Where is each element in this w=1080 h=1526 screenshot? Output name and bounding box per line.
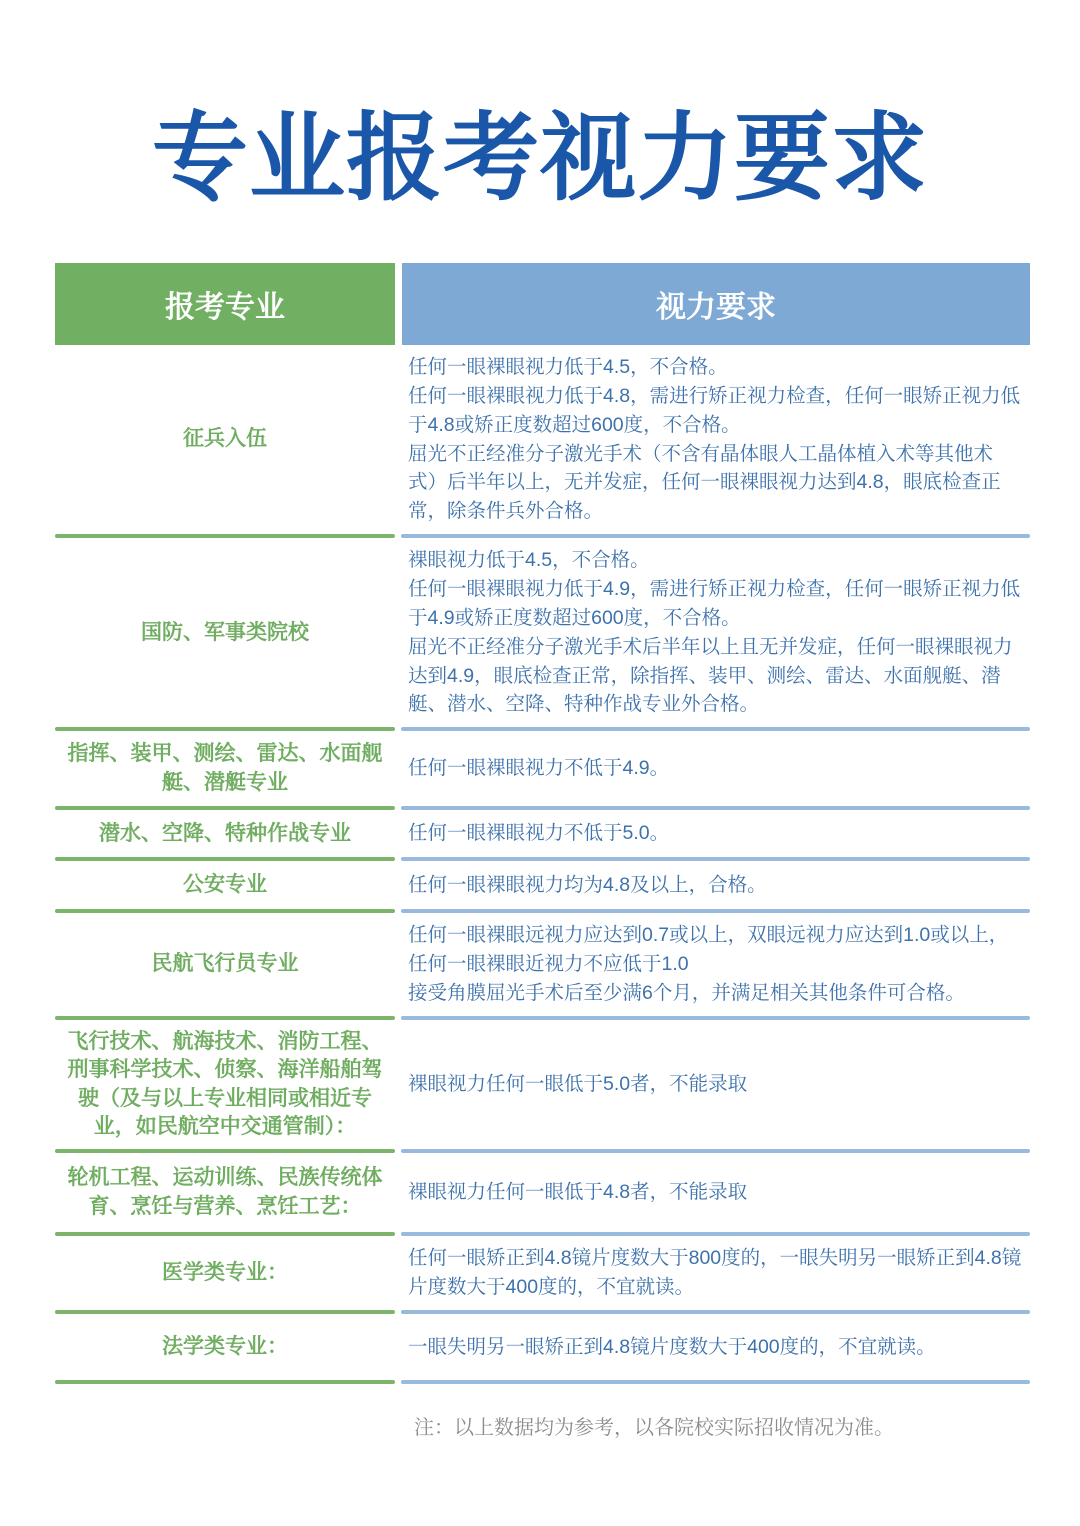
requirement-cell xyxy=(395,345,1030,534)
major-cell: 公安专业 xyxy=(183,873,267,897)
row-divider-blue-segment xyxy=(401,1380,1030,1384)
major-cell: 医学类专业： xyxy=(162,1260,288,1284)
requirement-paragraph: 一眼失明另一眼矫正到4.8镜片度数大于400度的，不宜就读。 xyxy=(408,1335,936,1358)
table-row xyxy=(55,538,1030,727)
row-divider xyxy=(55,1310,1030,1314)
header-cell-major: 报考专业 xyxy=(55,263,395,345)
table-row xyxy=(55,913,1030,1016)
requirement-cell xyxy=(395,1062,1030,1107)
row-divider-blue-segment xyxy=(401,727,1030,731)
requirement-paragraph: 任何一眼矫正到4.8镜片度数大于800度的，一眼失明另一眼矫正到4.8镜片度数大于400度的，不宜就读。 xyxy=(408,1247,1022,1299)
major-cell: 国防、军事类院校 xyxy=(141,620,309,644)
major-cell: 潜水、空降、特种作战专业 xyxy=(99,821,351,845)
row-divider-blue-segment xyxy=(401,1310,1030,1314)
row-divider-green-segment xyxy=(55,1149,395,1153)
table-row xyxy=(55,1236,1030,1310)
table-row xyxy=(55,1153,1030,1232)
requirement-paragraph: 任何一眼裸眼视力均为4.8及以上，合格。 xyxy=(408,873,767,896)
row-divider-blue-segment xyxy=(401,806,1030,810)
table-body xyxy=(55,345,1030,1384)
table-row xyxy=(55,345,1030,534)
requirement-paragraph: 裸眼视力低于4.5，不合格。 xyxy=(408,549,650,572)
requirement-cell xyxy=(395,863,1030,908)
requirement-paragraph: 任何一眼裸眼视力不低于4.9。 xyxy=(408,757,670,780)
row-divider-green-segment xyxy=(55,1380,395,1384)
requirement-cell xyxy=(395,538,1030,727)
requirement-cell xyxy=(395,913,1030,1016)
row-divider xyxy=(55,806,1030,810)
requirement-paragraph: 屈光不正经准分子激光手术后半年以上且无并发症，任何一眼裸眼视力达到4.9，眼底检查正常，除指挥、装甲、测绘、雷达、水面舰艇、潜艇、潜水、空降、特种作战专业外合格。 xyxy=(408,635,1013,716)
requirement-cell xyxy=(395,1170,1030,1215)
requirement-paragraph: 裸眼视力任何一眼低于5.0者，不能录取 xyxy=(408,1073,748,1096)
major-cell: 法学类专业： xyxy=(162,1334,288,1358)
row-divider-green-segment xyxy=(55,857,395,861)
footnote: 注：以上数据均为参考，以各院校实际招收情况为准。 xyxy=(414,1416,894,1439)
row-divider-green-segment xyxy=(55,806,395,810)
requirement-paragraph: 任何一眼裸眼远视力应达到0.7或以上，双眼远视力应达到1.0或以上，任何一眼裸眼近视力不应低于1.0 xyxy=(408,924,1009,976)
row-divider-blue-segment xyxy=(401,1149,1030,1153)
major-cell: 轮机工程、运动训练、民族传统体育、烹饪与营养、烹饪工艺： xyxy=(67,1166,383,1218)
table-row xyxy=(55,810,1030,857)
row-divider-green-segment xyxy=(55,1310,395,1314)
requirement-paragraph: 裸眼视力任何一眼低于4.8者，不能录取 xyxy=(408,1181,748,1204)
row-divider xyxy=(55,1149,1030,1153)
requirement-paragraph: 任何一眼裸眼视力低于4.9，需进行矫正视力检查，任何一眼矫正视力低于4.9或矫正度数超过600度，不合格。 xyxy=(408,578,1021,629)
row-divider-green-segment xyxy=(55,909,395,913)
requirement-paragraph: 任何一眼裸眼视力低于4.5，不合格。 xyxy=(408,356,728,378)
table-row xyxy=(55,1314,1030,1380)
requirement-cell xyxy=(395,1325,1030,1370)
requirement-cell xyxy=(395,811,1030,856)
row-divider-green-segment xyxy=(55,727,395,731)
major-cell: 征兵入伍 xyxy=(183,427,267,451)
row-divider xyxy=(55,1380,1030,1384)
table-row xyxy=(55,731,1030,806)
row-divider-green-segment xyxy=(55,1232,395,1236)
page-title: 专业报考视力要求 xyxy=(152,105,928,212)
vision-requirements-table xyxy=(55,263,1030,1442)
row-divider xyxy=(55,727,1030,731)
major-cell: 民航飞行员专业 xyxy=(151,952,299,976)
table-row xyxy=(55,861,1030,909)
table-header xyxy=(55,263,1030,345)
table-row xyxy=(55,1020,1030,1149)
requirement-cell xyxy=(395,1236,1030,1310)
major-cell: 指挥、装甲、测绘、雷达、水面舰艇、潜艇专业 xyxy=(67,742,383,794)
major-cell: 飞行技术、航海技术、消防工程、刑事科学技术、侦察、海洋船舶驾驶（及与以上专业相同或相近专业，如民航空中交通管制）： xyxy=(67,1029,383,1138)
row-divider xyxy=(55,857,1030,861)
row-divider-blue-segment xyxy=(401,857,1030,861)
requirement-paragraph: 屈光不正经准分子激光手术（不含有晶体眼人工晶体植入术等其他术式）后半年以上，无并发症，任何一眼裸眼视力达到4.8，眼底检查正常，除条件兵外合格。 xyxy=(408,442,1001,523)
requirement-paragraph: 任何一眼裸眼视力不低于5.0。 xyxy=(408,822,670,845)
requirement-cell xyxy=(395,746,1030,791)
requirement-paragraph: 任何一眼裸眼视力低于4.8，需进行矫正视力检查，任何一眼矫正视力低于4.8或矫正度数超过600度，不合格。 xyxy=(408,384,1021,436)
header-cell-requirement: 视力要求 xyxy=(402,263,1030,345)
row-divider-blue-segment xyxy=(401,1016,1030,1020)
row-divider-green-segment xyxy=(55,534,395,538)
requirement-paragraph: 接受角膜屈光手术后至少满6个月，并满足相关其他条件可合格。 xyxy=(408,982,965,1005)
footnote-row xyxy=(414,1414,1030,1442)
